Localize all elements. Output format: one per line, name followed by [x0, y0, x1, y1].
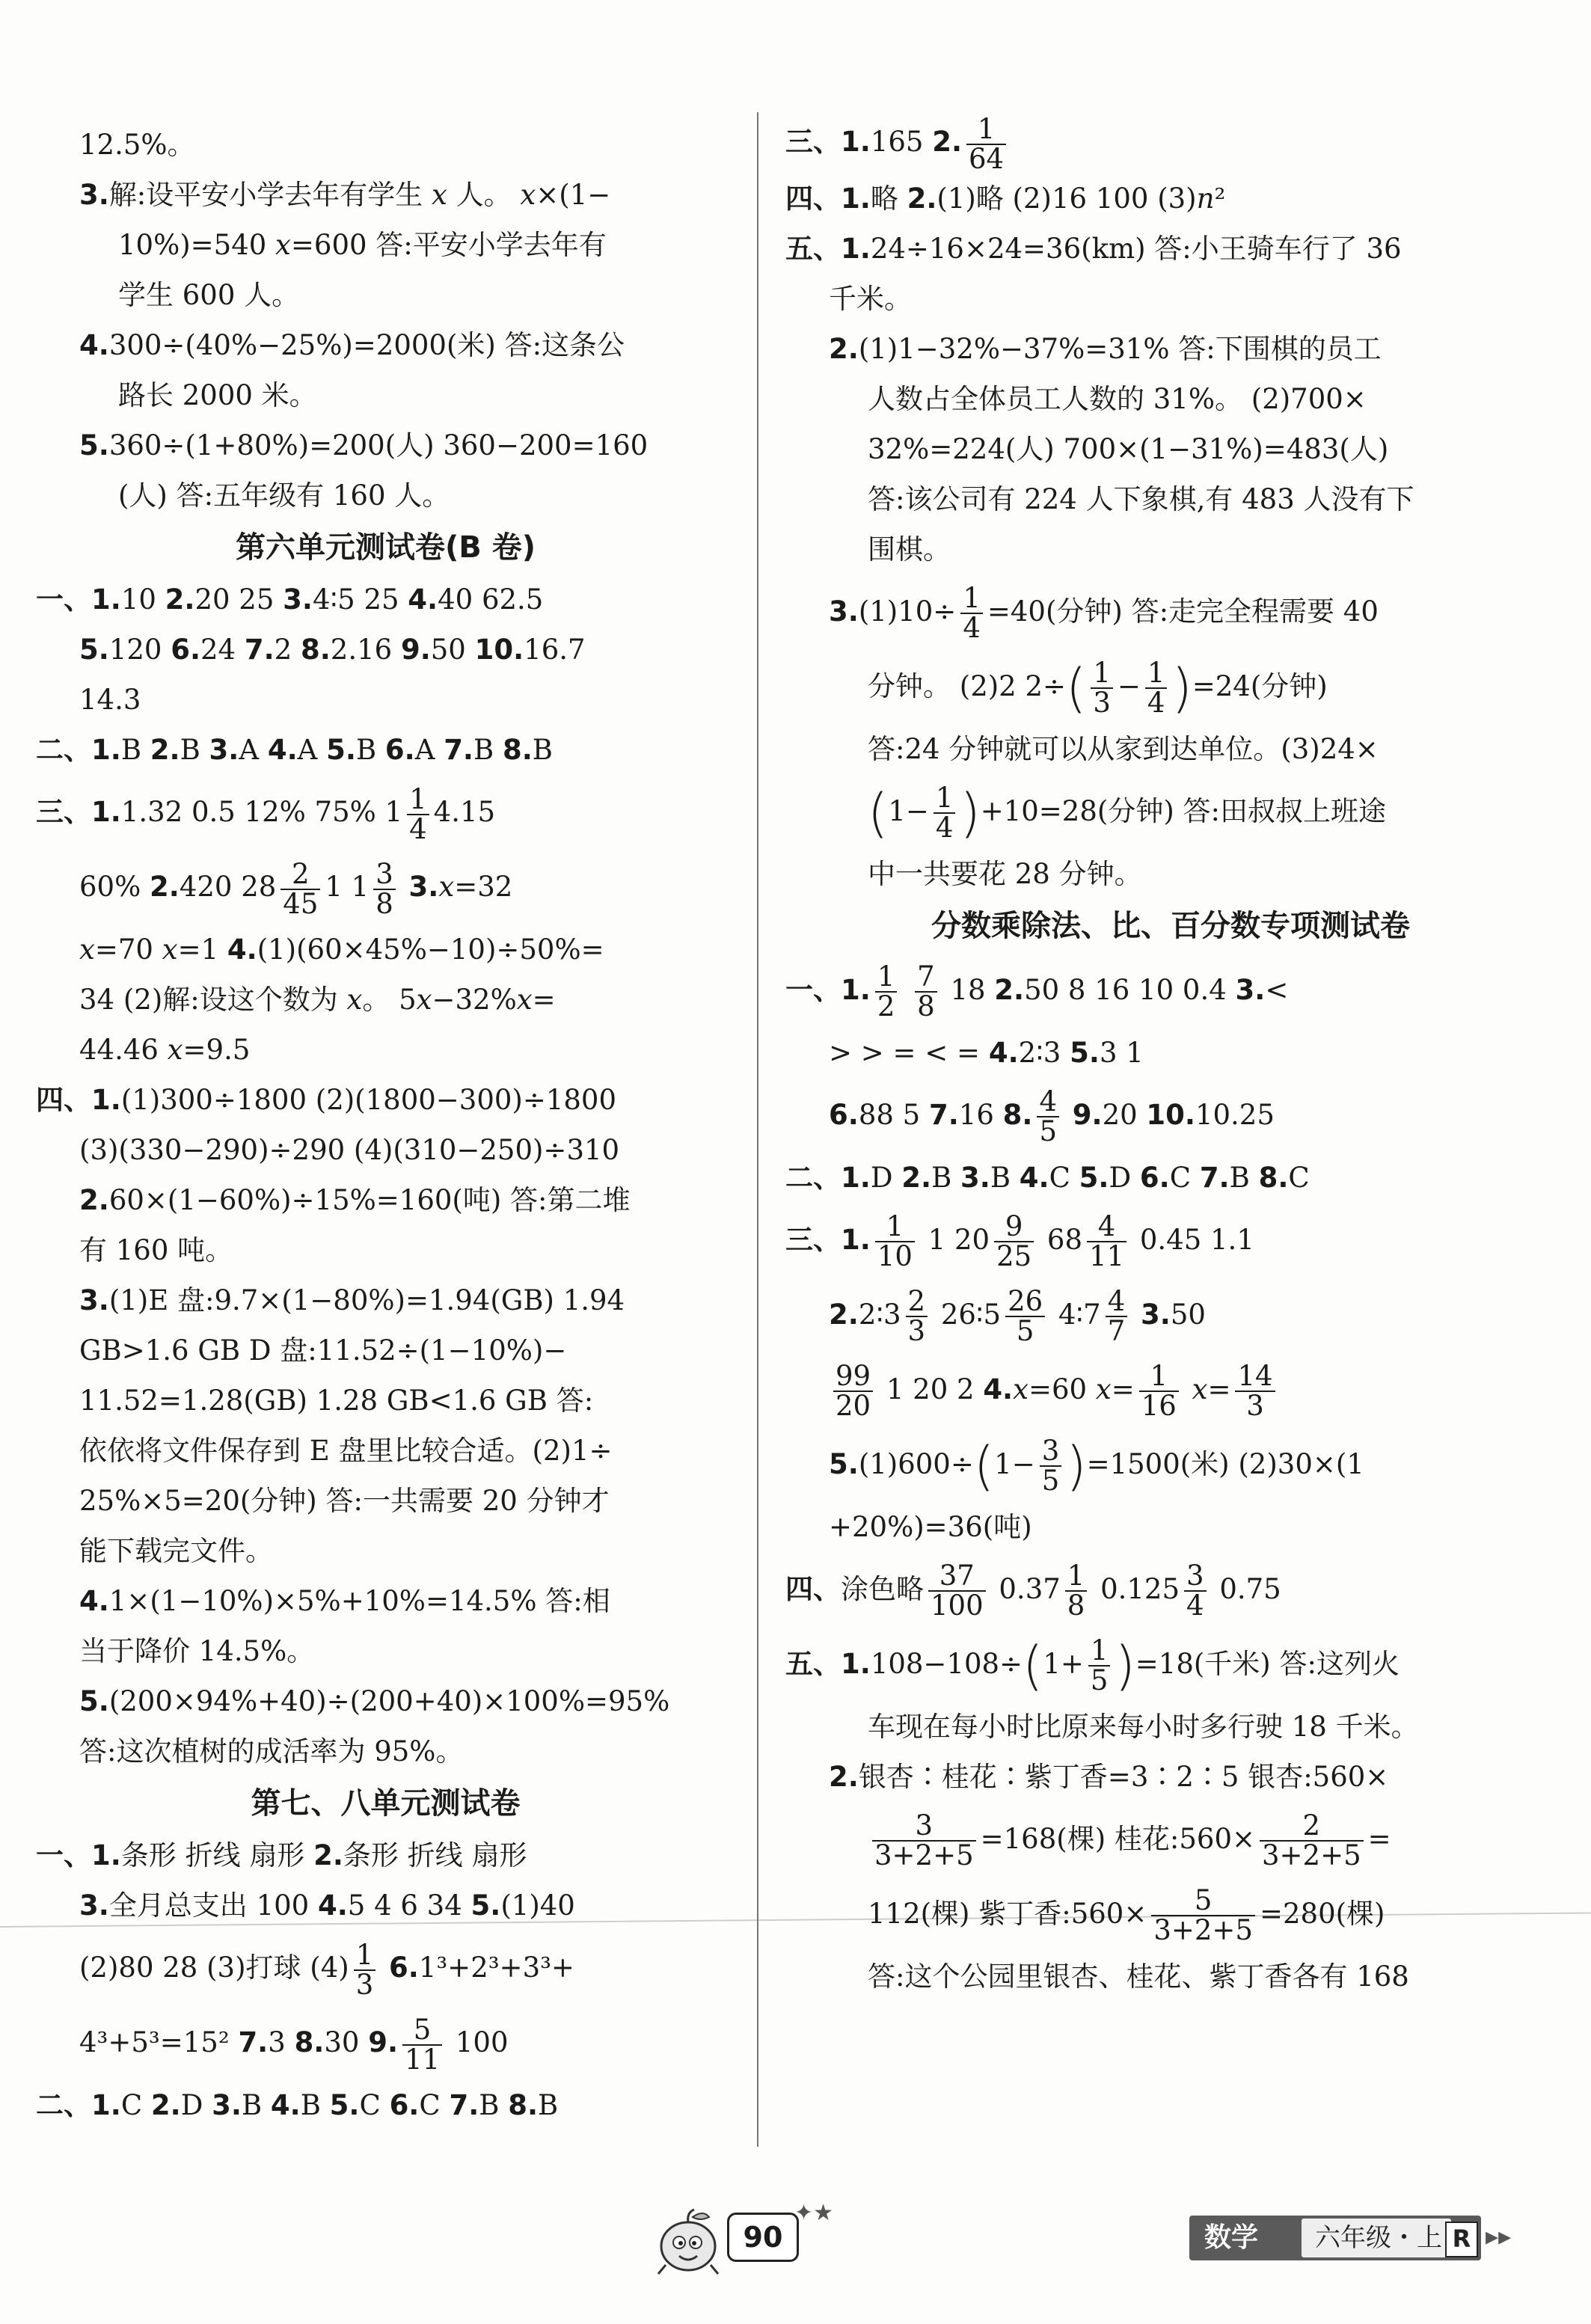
answer-line: 3.全月总支出 100 4.5 4 6 34 5.(1)40	[79, 1889, 575, 1922]
fraction: $\frac{1}{3}$	[1091, 659, 1113, 717]
answer-line: (1− $\frac{1}{4}$ )+10=28(分钟) 答:田叔叔上班途	[868, 782, 1386, 844]
answer-line: +20%)=36(吨)	[829, 1510, 1032, 1543]
answer-line: 5.(200×94%+40)÷(200+40)×100%=95%	[79, 1685, 670, 1717]
fraction: $\frac{1}{4}$	[407, 785, 429, 844]
answer-line: 一、1. $\frac{1}{2}$ $\frac{7}{8}$ 18 2.50 8 16 10 0.4 3.<	[785, 960, 1289, 1023]
answer-line: 3.(1)10÷ $\frac{1}{4}$ =40(分钟) 答:走完全程需要 40	[829, 582, 1379, 644]
answer-line: 60% 2.420 28 $\frac{2}{45}$ 1 1 $\frac{3}{8}$ 3.𝑥=32	[79, 857, 513, 920]
answer-line: 4.1×(1−10%)×5%+10%=14.5% 答:相	[79, 1585, 610, 1617]
fraction: $\frac{1}{2}$	[875, 963, 898, 1021]
answer-line: 2.2∶3 $\frac{2}{3}$ 26∶5 $\frac{26}{5}$ 4∶7 $\frac{4}{7}$ 3.50	[829, 1285, 1206, 1347]
fraction: $\frac{2}{45}$	[281, 860, 320, 919]
answer-line: 2.(1)1−32%−37%=31% 答:下围棋的员工	[829, 332, 1382, 365]
fraction: $\frac{14}{3}$	[1235, 1362, 1275, 1420]
answer-line: 分钟。 (2)2 2÷( $\frac{1}{3}$ − $\frac{1}{4}$ )=24(分钟)	[868, 657, 1328, 719]
answer-line: 34 (2)解:设这个数为 𝑥。 5𝑥−32%𝑥=	[79, 984, 556, 1016]
answer-line: 二、1.D 2.B 3.B 4.C 5.D 6.C 7.B 8.C	[785, 1161, 1310, 1194]
subject-label: 数学	[1204, 2222, 1259, 2253]
answer-line: 4.300÷(40%−25%)=2000(米) 答:这条公	[79, 329, 625, 361]
grade-label: 六年级・上	[1302, 2219, 1451, 2257]
answer-line: (3)(330−290)÷290 (4)(310−250)÷310	[79, 1134, 620, 1166]
answer-line: 二、1.C 2.D 3.B 4.B 5.C 6.C 7.B 8.B	[36, 2089, 559, 2121]
answer-line: 答:这次植树的成活率为 95%。	[79, 1735, 464, 1767]
answer-line: $\frac{3}{3+2+5}$ =168(棵) 桂花:560× $\frac{2}{3+2+5}$ =	[785, 1802, 1556, 1877]
fraction: $\frac{1}{64}$	[966, 115, 1006, 174]
answer-line: 44.46 𝑥=9.5	[79, 1034, 251, 1066]
answer-line: 四、1.(1)300÷1800 (2)(1800−300)÷1800	[36, 1084, 617, 1116]
fraction: $\frac{9}{25}$	[994, 1212, 1034, 1271]
answer-line: 14.3	[79, 684, 141, 716]
answer-line: 6.88 5 7.16 8. $\frac{4}{5}$ 9.20 10.10.25	[829, 1085, 1275, 1147]
answer-line: > > = < = 4.2∶3 5.3 1	[829, 1036, 1144, 1069]
fraction: $\frac{2}{3+2+5}$	[1260, 1812, 1364, 1870]
answer-line: 答:24 分钟就可以从家到达单位。(3)24×	[868, 732, 1379, 765]
answer-line: 2.银杏∶桂花∶紫丁香=3∶2∶5 银杏:560×	[829, 1760, 1389, 1793]
fraction: $\frac{5}{11}$	[402, 2016, 442, 2074]
section-heading: 第七、八单元测试卷	[251, 1786, 521, 1821]
answer-line: 答:该公司有 224 人下象棋,有 483 人没有下	[868, 482, 1414, 515]
fraction: $\frac{4}{7}$	[1106, 1287, 1128, 1346]
section-heading: 分数乘除法、比、百分数专项测试卷	[931, 908, 1410, 943]
answer-line: 五、1.108−108÷(1+ $\frac{1}{5}$ )=18(千米) 答:这列火	[785, 1634, 1400, 1696]
fraction: $\frac{1}{4}$	[934, 784, 956, 842]
answer-line: 一、1.10 2.20 25 3.4∶5 25 4.40 62.5	[36, 583, 544, 616]
fraction: $\frac{1}{4}$	[1145, 659, 1168, 717]
fraction: $\frac{1}{4}$	[960, 584, 983, 643]
answer-line: 路长 2000 米。	[118, 379, 317, 411]
answer-line: 25%×5=20(分钟) 答:一共需要 20 分钟才	[79, 1485, 610, 1517]
left-column	[36, 120, 735, 2130]
answer-line: 2.60×(1−60%)÷15%=160(吨) 答:第二堆	[79, 1184, 631, 1216]
fraction: $\frac{1}{10}$	[875, 1212, 915, 1271]
answer-line: 车现在每小时比原来每小时多行驶 18 千米。	[868, 1710, 1419, 1743]
answer-line: 三、1.165 2. $\frac{1}{64}$	[785, 112, 1556, 174]
answer-line: 千米。	[829, 282, 912, 315]
fraction: $\frac{37}{100}$	[928, 1562, 986, 1620]
column-divider	[757, 112, 758, 2147]
edition-label: R	[1445, 2222, 1478, 2257]
fraction: $\frac{7}{8}$	[915, 963, 937, 1021]
page-footer	[0, 2199, 1591, 2289]
fraction: $\frac{99}{20}$	[833, 1362, 873, 1420]
answer-line: 5.120 6.24 7.2 8.2.16 9.50 10.16.7	[79, 634, 586, 666]
right-column	[785, 112, 1556, 2002]
answer-line: (人) 答:五年级有 160 人。	[118, 479, 450, 512]
answer-line: 答:这个公园里银杏、桂花、紫丁香各有 168	[868, 1960, 1409, 1993]
fraction: $\frac{1}{5}$	[1088, 1637, 1111, 1695]
answer-line: 能下载完文件。	[79, 1535, 273, 1567]
fraction: $\frac{4}{11}$	[1087, 1212, 1126, 1271]
answer-line: 3.解:设平安小学去年有学生 𝑥 人。 𝑥×(1−	[79, 179, 611, 211]
fraction: $\frac{26}{5}$	[1005, 1287, 1045, 1346]
answer-line: 一、1.条形 折线 扇形 2.条形 折线 扇形	[36, 1839, 527, 1871]
answer-line: 3.(1)E 盘:9.7×(1−80%)=1.94(GB) 1.94	[79, 1284, 625, 1316]
fraction: $\frac{3}{3+2+5}$	[872, 1812, 976, 1870]
answer-line: 112(棵) 紫丁香:560× $\frac{5}{3+2+5}$ =280(棵)	[868, 1884, 1385, 1946]
fraction: $\frac{1}{16}$	[1139, 1362, 1179, 1420]
answer-line: 4³+5³=15² 7.3 8.30 9. $\frac{5}{11}$ 100	[79, 2013, 509, 2076]
answer-line: 围棋。	[868, 533, 951, 565]
answer-line: 有 160 吨。	[79, 1234, 233, 1266]
answer-line: 学生 600 人。	[118, 279, 300, 311]
fraction: $\frac{5}{3+2+5}$	[1151, 1886, 1255, 1945]
answer-line: 32%=224(人) 700×(1−31%)=483(人)	[868, 432, 1389, 465]
answer-line: 10%)=540 𝑥=600 答:平安小学去年有	[118, 229, 607, 261]
answer-line: 中一共要花 28 分钟。	[868, 857, 1142, 890]
fraction: $\frac{3}{8}$	[373, 860, 396, 919]
answer-line: 𝑥=70 𝑥=1 4.(1)(60×45%−10)÷50%=	[79, 933, 604, 966]
fraction: $\frac{3}{5}$	[1040, 1437, 1062, 1495]
answer-line: 12.5%。	[79, 129, 195, 161]
answer-line: 当于降价 14.5%。	[79, 1635, 315, 1667]
answer-line: $\frac{99}{20}$ 1 20 2 4.𝑥=60 𝑥= $\frac{1}{16}$ 𝑥= $\frac{14}{3}$	[785, 1352, 1556, 1427]
answer-line: 三、1.1.32 0.5 12% 75% 1 $\frac{1}{4}$ 4.15	[36, 782, 496, 845]
answer-line: 依依将文件保存到 E 盘里比较合适。(2)1÷	[79, 1435, 613, 1467]
answer-line: 三、1. $\frac{1}{10}$ 1 20 $\frac{9}{25}$ 68 $\frac{4}{11}$ 0.45 1.1	[785, 1210, 1254, 1272]
answer-line: 5.(1)600÷(1− $\frac{3}{5}$ )=1500(米) (2)30×(1	[829, 1435, 1364, 1497]
answer-line: 五、1.24÷16×24=36(km) 答:小王骑车行了 36	[785, 232, 1402, 265]
answer-line: 11.52=1.28(GB) 1.28 GB<1.6 GB 答:	[79, 1385, 594, 1417]
fraction: $\frac{4}{5}$	[1037, 1088, 1059, 1146]
apple-mascot-icon	[651, 2205, 726, 2280]
book-badge	[1189, 2216, 1481, 2260]
answer-line: 四、涂色略 $\frac{37}{100}$ 0.37 $\frac{1}{8}$ 0.125 $\frac{3}{4}$ 0.75	[785, 1560, 1281, 1622]
answer-line: GB>1.6 GB D 盘:11.52÷(1−10%)−	[79, 1334, 567, 1367]
fraction: $\frac{1}{3}$	[354, 1941, 376, 1999]
fraction: $\frac{1}{8}$	[1065, 1562, 1088, 1620]
section-heading: 第六单元测试卷(B 卷)	[236, 530, 536, 565]
answer-line: 二、1.B 2.B 3.A 4.A 5.B 6.A 7.B 8.B	[36, 734, 553, 766]
arrow-right-icon: ▸▸	[1486, 2222, 1512, 2251]
answer-line: 5.360÷(1+80%)=200(人) 360−200=160	[79, 429, 649, 462]
answer-line: 四、1.略 2.(1)略 (2)16 100 (3)𝑛²	[785, 182, 1226, 215]
fraction: $\frac{3}{4}$	[1184, 1562, 1207, 1620]
answer-line: 人数占全体员工人数的 31%。 (2)700×	[868, 382, 1367, 415]
star-icon: ✦★	[794, 2200, 834, 2226]
page-number: 90	[727, 2213, 799, 2262]
fraction: $\frac{2}{3}$	[906, 1287, 928, 1346]
answer-line: (2)80 28 (3)打球 (4) $\frac{1}{3}$ 6.1³+2³+3³+	[79, 1938, 574, 2001]
